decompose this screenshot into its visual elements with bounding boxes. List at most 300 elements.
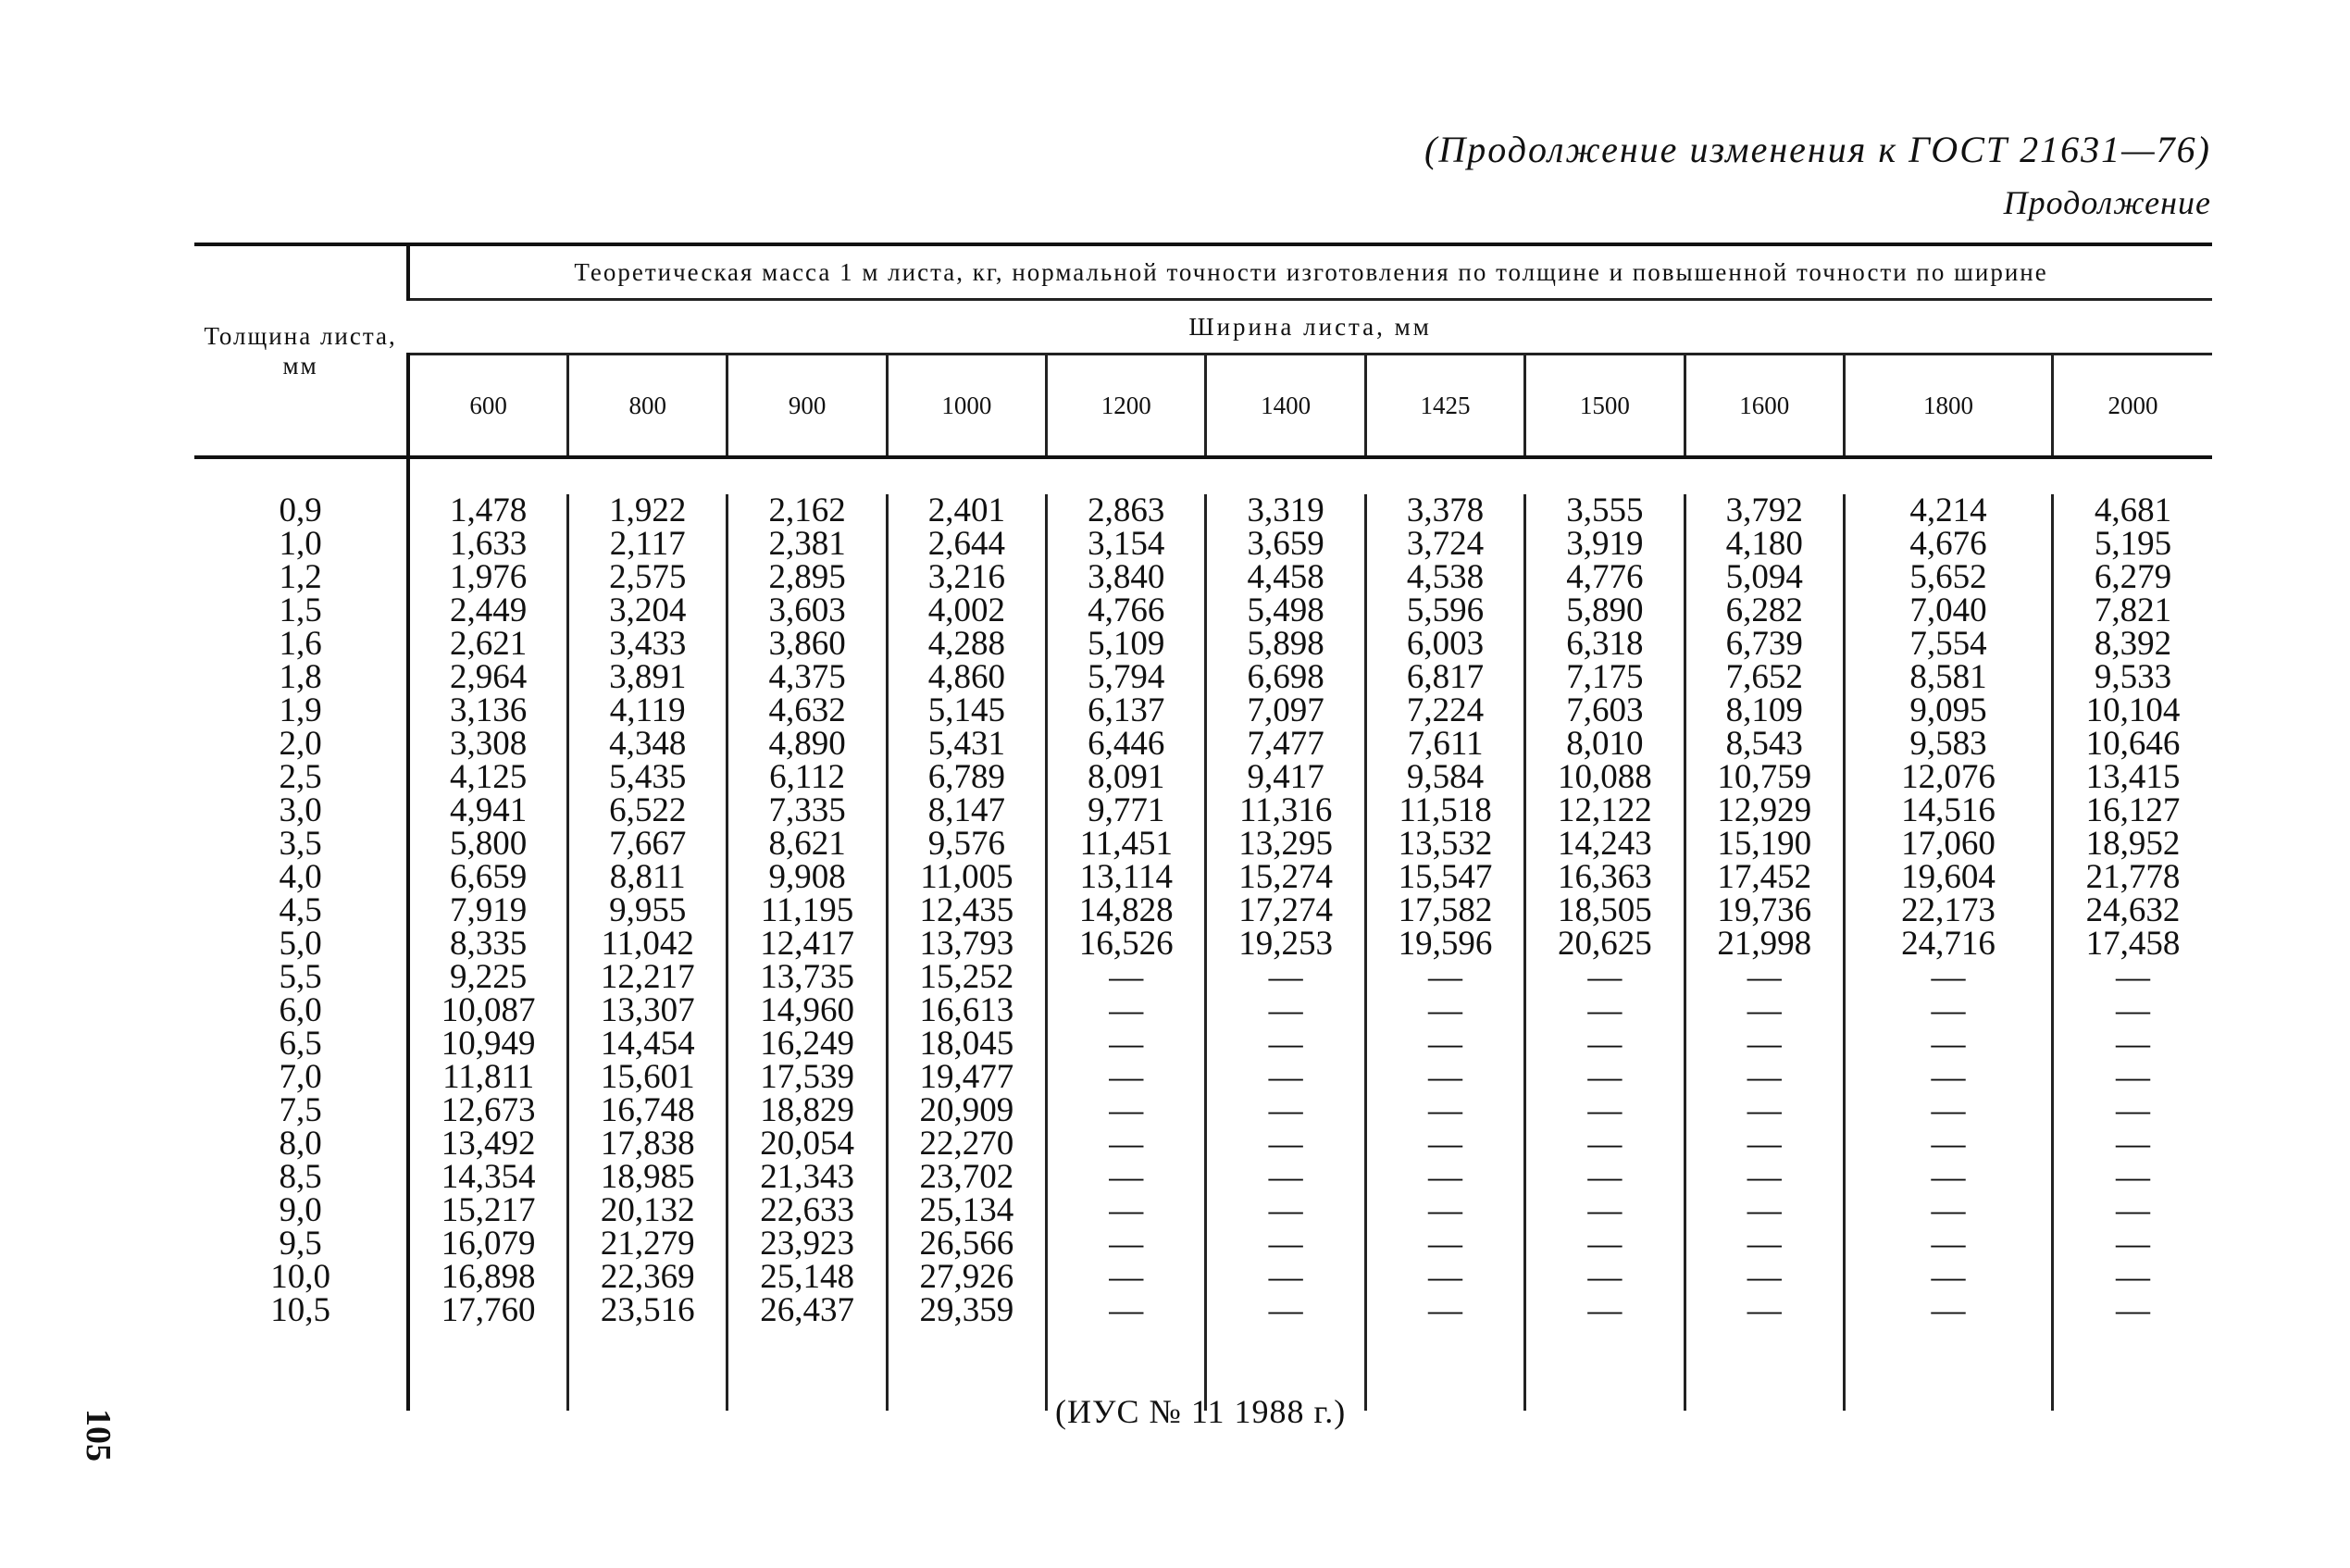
value-cell: 14,516 (1901, 791, 1996, 829)
value-cell: — (1109, 1058, 1144, 1096)
value-cell: 17,838 (600, 1125, 695, 1163)
value-cell: 9,584 (1406, 758, 1485, 796)
value-cell: — (1747, 1091, 1782, 1129)
width-header-10: 2000 (2053, 355, 2213, 458)
value-cell: 15,217 (441, 1191, 536, 1229)
value-cell: — (2116, 1191, 2150, 1229)
value-cell: — (1587, 1158, 1623, 1196)
value-cell: — (1268, 991, 1303, 1029)
value-cell: — (1268, 1225, 1303, 1263)
value-cell: 3,792 (1725, 492, 1803, 529)
thickness-cell: 4,5 (279, 891, 322, 929)
value-cell: 17,274 (1238, 891, 1334, 929)
value-cell: 9,583 (1909, 725, 1987, 763)
value-cell: — (1587, 1058, 1623, 1096)
value-cell: 3,308 (449, 725, 528, 763)
value-cell: 6,698 (1247, 658, 1324, 696)
value-cell: — (1587, 1091, 1623, 1129)
value-cell: 8,335 (449, 925, 528, 963)
value-cell: 19,477 (919, 1058, 1014, 1096)
value-cell: 19,604 (1901, 858, 1996, 896)
value-cell: — (1268, 1125, 1303, 1163)
value-cell: 6,522 (609, 791, 687, 829)
value-cell: 15,190 (1717, 825, 1812, 863)
value-cell: 4,776 (1566, 558, 1644, 596)
value-cell: 15,274 (1238, 858, 1334, 896)
value-cell: 8,621 (768, 825, 846, 863)
value-cell: 16,079 (441, 1225, 536, 1263)
value-cell: 7,175 (1566, 658, 1644, 696)
value-cell: 3,319 (1247, 492, 1324, 529)
value-cell: — (1931, 991, 1966, 1029)
value-cell: — (1428, 1258, 1462, 1296)
value-cell: 9,908 (768, 858, 846, 896)
value-cell: — (2116, 1258, 2150, 1296)
value-cell: — (2116, 1225, 2150, 1263)
value-cell: 13,793 (919, 925, 1014, 963)
value-cell: 4,766 (1088, 591, 1165, 629)
value-cell: 3,216 (927, 558, 1006, 596)
value-cell: 20,132 (600, 1191, 695, 1229)
value-cell: 27,926 (919, 1258, 1014, 1296)
value-cell: 3,724 (1406, 525, 1485, 563)
value-cell: 12,929 (1717, 791, 1812, 829)
value-cell: 25,134 (919, 1191, 1014, 1229)
width-header-2: 900 (727, 355, 887, 458)
value-cell: — (1428, 1291, 1462, 1329)
value-cell: 20,909 (919, 1091, 1014, 1129)
value-cell: 6,739 (1725, 625, 1803, 663)
value-cell: 23,702 (919, 1158, 1014, 1196)
value-cell: 21,998 (1717, 925, 1812, 963)
value-cell: 23,516 (600, 1291, 695, 1329)
value-cell: 22,369 (600, 1258, 695, 1296)
value-cell: 11,195 (760, 891, 854, 929)
value-cell: 10,759 (1717, 758, 1812, 796)
value-cell: 4,941 (449, 791, 528, 829)
value-cell: 24,716 (1901, 925, 1996, 963)
value-cell: 3,919 (1566, 525, 1644, 563)
value-cell: — (1109, 1158, 1144, 1196)
width-header: Ширина листа, мм (408, 300, 2212, 355)
value-cell: 21,778 (2085, 858, 2181, 896)
value-cell: 13,532 (1398, 825, 1493, 863)
value-cell: 2,863 (1088, 492, 1165, 529)
value-cell: 9,955 (609, 891, 687, 929)
value-column-1400 (1206, 494, 1365, 1327)
value-column-1600 (1685, 494, 1844, 1327)
value-cell: — (1587, 1125, 1623, 1163)
thickness-header: Толщина листа, мм (194, 244, 408, 457)
value-cell: 15,601 (600, 1058, 695, 1096)
value-cell: — (1268, 1058, 1303, 1096)
value-cell: 12,673 (441, 1091, 536, 1129)
value-cell: — (1931, 1291, 1966, 1329)
value-cell: — (2116, 1125, 2150, 1163)
value-cell: 10,646 (2085, 725, 2181, 763)
thickness-cell: 8,5 (279, 1158, 322, 1196)
value-cell: 16,898 (441, 1258, 536, 1296)
value-cell: 5,652 (1909, 558, 1987, 596)
value-cell: 12,122 (1557, 791, 1652, 829)
value-cell: — (1931, 1091, 1966, 1129)
value-cell: — (1428, 1125, 1462, 1163)
value-cell: 17,760 (441, 1291, 536, 1329)
value-cell: — (1428, 1058, 1462, 1096)
value-cell: 5,498 (1247, 591, 1324, 629)
value-cell: 17,452 (1717, 858, 1812, 896)
value-cell: 7,224 (1406, 691, 1485, 729)
document-title: (Продолжение изменения к ГОСТ 21631—76) (1424, 129, 2211, 170)
value-cell: — (2116, 1291, 2150, 1329)
value-cell: 16,363 (1557, 858, 1652, 896)
value-cell: 16,249 (760, 1025, 854, 1063)
value-cell: — (1428, 1225, 1462, 1263)
value-cell: 4,288 (927, 625, 1006, 663)
value-cell: 4,375 (768, 658, 846, 696)
value-cell: 16,748 (600, 1091, 695, 1129)
value-cell: 6,003 (1406, 625, 1485, 663)
value-cell: 20,054 (760, 1125, 854, 1163)
value-cell: 6,112 (769, 758, 846, 796)
value-cell: 11,451 (1079, 825, 1173, 863)
value-cell: 2,644 (927, 525, 1006, 563)
value-cell: 18,952 (2085, 825, 2181, 863)
value-cell: 18,985 (600, 1158, 695, 1196)
value-cell: 26,437 (760, 1291, 854, 1329)
thickness-cell: 9,0 (279, 1191, 322, 1229)
value-cell: 7,097 (1247, 691, 1324, 729)
value-cell: 7,040 (1909, 591, 1987, 629)
value-cell: — (1931, 1058, 1966, 1096)
value-cell: 14,960 (760, 991, 854, 1029)
value-cell: — (1747, 1191, 1782, 1229)
value-cell: — (1109, 1258, 1144, 1296)
value-cell: — (1268, 1258, 1303, 1296)
value-cell: — (1587, 1291, 1623, 1329)
thickness-cell: 8,0 (279, 1125, 322, 1163)
value-cell: — (1747, 1125, 1782, 1163)
value-cell: — (1268, 1191, 1303, 1229)
value-cell: 18,045 (919, 1025, 1014, 1063)
value-cell: — (1109, 1225, 1144, 1263)
value-cell: — (1109, 1125, 1144, 1163)
continuation-label: Продолжение (2003, 184, 2211, 221)
value-cell: 7,477 (1247, 725, 1324, 763)
value-cell: 6,817 (1406, 658, 1485, 696)
value-cell: 2,381 (768, 525, 846, 563)
value-cell: 3,603 (768, 591, 846, 629)
thickness-cell: 10,5 (270, 1291, 330, 1329)
value-cell: 6,137 (1088, 691, 1165, 729)
value-cell: 3,433 (609, 625, 687, 663)
value-cell: — (2116, 1025, 2150, 1063)
value-cell: 11,005 (920, 858, 1013, 896)
value-cell: — (1428, 1191, 1462, 1229)
value-cell: — (1109, 1091, 1144, 1129)
value-cell: 10,087 (441, 991, 536, 1029)
value-cell: 8,581 (1909, 658, 1987, 696)
value-cell: — (1428, 1091, 1462, 1129)
value-cell: 4,348 (609, 725, 687, 763)
value-cell: — (1747, 1158, 1782, 1196)
value-cell: 17,458 (2085, 925, 2181, 963)
value-cell: 15,547 (1398, 858, 1493, 896)
value-cell: 21,279 (600, 1225, 695, 1263)
value-cell: 17,539 (760, 1058, 854, 1096)
value-cell: 22,633 (760, 1191, 854, 1229)
value-cell: 5,145 (927, 691, 1006, 729)
thickness-cell: 1,5 (279, 591, 322, 629)
value-cell: 4,125 (449, 758, 528, 796)
value-cell: 19,596 (1398, 925, 1493, 963)
value-cell: 14,354 (441, 1158, 536, 1196)
value-cell: — (1587, 1225, 1623, 1263)
thickness-cell: 0,9 (279, 492, 322, 529)
value-cell: 2,449 (449, 591, 528, 629)
value-column-1200 (1047, 494, 1206, 1327)
value-cell: 2,621 (449, 625, 528, 663)
value-cell: 6,659 (449, 858, 528, 896)
value-cell: 6,318 (1566, 625, 1644, 663)
thickness-cell: 1,8 (279, 658, 322, 696)
value-cell: 3,840 (1088, 558, 1165, 596)
value-cell: — (1931, 1025, 1966, 1063)
value-cell: 4,676 (1909, 525, 1987, 563)
value-cell: — (1931, 1225, 1966, 1263)
value-cell: 20,625 (1557, 925, 1652, 963)
value-cell: — (1428, 1025, 1462, 1063)
thickness-cell: 5,5 (279, 958, 322, 996)
value-cell: — (1747, 1225, 1782, 1263)
value-cell: 2,964 (449, 658, 528, 696)
value-cell: 9,533 (2094, 658, 2172, 696)
value-cell: 16,526 (1078, 925, 1174, 963)
thickness-cell: 1,9 (279, 691, 322, 729)
value-cell: 4,681 (2094, 492, 2172, 529)
value-cell: — (1428, 991, 1462, 1029)
value-cell: 9,225 (449, 958, 528, 996)
value-column-900 (727, 494, 887, 1327)
value-cell: 2,162 (768, 492, 846, 529)
value-cell: 11,316 (1238, 791, 1333, 829)
value-cell: 18,505 (1557, 891, 1652, 929)
value-cell: 9,576 (927, 825, 1006, 863)
value-cell: 12,076 (1901, 758, 1996, 796)
value-cell: — (1747, 1025, 1782, 1063)
value-cell: 26,566 (919, 1225, 1014, 1263)
value-cell: 3,204 (609, 591, 687, 629)
value-cell: 13,114 (1079, 858, 1173, 896)
thickness-cell: 10,0 (270, 1258, 330, 1296)
value-cell: — (2116, 1091, 2150, 1129)
value-cell: 5,431 (927, 725, 1006, 763)
value-cell: 3,860 (768, 625, 846, 663)
value-cell: 6,279 (2094, 558, 2172, 596)
value-cell: 9,771 (1088, 791, 1165, 829)
value-cell: 8,091 (1088, 758, 1165, 796)
value-cell: 7,652 (1725, 658, 1803, 696)
value-cell: 4,890 (768, 725, 846, 763)
width-header-9: 1800 (1844, 355, 2052, 458)
value-cell: — (1587, 1258, 1623, 1296)
value-cell: — (1268, 1291, 1303, 1329)
thickness-cell: 2,0 (279, 725, 322, 763)
value-cell: — (1931, 1158, 1966, 1196)
value-cell: 17,582 (1398, 891, 1493, 929)
value-column-1800 (1844, 494, 2052, 1327)
value-cell: — (1109, 1291, 1144, 1329)
thickness-cell: 1,0 (279, 525, 322, 563)
mass-table (194, 243, 2212, 1411)
value-cell: — (2116, 1058, 2150, 1096)
value-cell: 4,180 (1725, 525, 1803, 563)
width-header-6: 1425 (1365, 355, 1524, 458)
value-cell: — (1428, 958, 1462, 996)
value-cell: 8,109 (1725, 691, 1803, 729)
value-cell: 5,794 (1088, 658, 1165, 696)
value-cell: 7,335 (768, 791, 846, 829)
value-cell: 4,458 (1247, 558, 1324, 596)
value-column-1000 (887, 494, 1046, 1327)
thickness-column (194, 494, 408, 1327)
width-header-1: 800 (568, 355, 727, 458)
value-cell: — (1931, 1191, 1966, 1229)
value-cell: 19,253 (1238, 925, 1334, 963)
value-cell: 11,042 (601, 925, 694, 963)
value-cell: 12,417 (760, 925, 854, 963)
value-cell: — (2116, 1158, 2150, 1196)
value-column-1500 (1525, 494, 1685, 1327)
value-column-1425 (1365, 494, 1524, 1327)
value-cell: 7,611 (1407, 725, 1484, 763)
value-cell: 5,109 (1088, 625, 1165, 663)
value-cell: 2,895 (768, 558, 846, 596)
issue-reference: (ИУС № 11 1988 г.) (1055, 1393, 1347, 1430)
value-cell: 6,789 (927, 758, 1006, 796)
value-cell: 19,736 (1717, 891, 1812, 929)
thickness-cell: 1,2 (279, 558, 322, 596)
thickness-cell: 7,5 (279, 1091, 322, 1129)
value-cell: 10,949 (441, 1025, 536, 1063)
value-cell: 29,359 (919, 1291, 1014, 1329)
value-cell: — (1109, 991, 1144, 1029)
value-column-800 (568, 494, 727, 1327)
value-cell: 5,890 (1566, 591, 1644, 629)
value-cell: — (1587, 1025, 1623, 1063)
value-cell: — (1747, 1258, 1782, 1296)
value-cell: 13,415 (2085, 758, 2181, 796)
value-cell: 5,435 (609, 758, 687, 796)
value-cell: — (1931, 1258, 1966, 1296)
value-cell: 5,800 (449, 825, 528, 863)
value-cell: — (2116, 991, 2150, 1029)
value-cell: 16,127 (2085, 791, 2181, 829)
value-cell: — (1268, 1158, 1303, 1196)
value-cell: — (1747, 1291, 1782, 1329)
thickness-cell: 4,0 (279, 858, 322, 896)
value-cell: 7,667 (609, 825, 687, 863)
value-cell: — (1931, 958, 1966, 996)
value-cell: 7,919 (449, 891, 528, 929)
value-cell: 1,976 (449, 558, 528, 596)
value-cell: 7,821 (2094, 591, 2172, 629)
value-cell: — (1747, 991, 1782, 1029)
value-cell: — (1109, 1191, 1144, 1229)
thickness-cell: 1,6 (279, 625, 322, 663)
value-cell: — (1587, 1191, 1623, 1229)
page-number: 105 (79, 1409, 118, 1462)
value-cell: 4,632 (768, 691, 846, 729)
value-cell: 5,898 (1247, 625, 1324, 663)
thickness-cell: 3,5 (279, 825, 322, 863)
value-cell: 8,392 (2094, 625, 2172, 663)
value-cell: 2,117 (609, 525, 686, 563)
value-cell: 2,575 (609, 558, 687, 596)
width-header-3: 1000 (887, 355, 1046, 458)
width-header-7: 1500 (1525, 355, 1685, 458)
value-cell: 3,555 (1566, 492, 1644, 529)
value-cell: — (1268, 958, 1303, 996)
value-cell: 5,596 (1406, 591, 1485, 629)
value-cell: 8,811 (609, 858, 686, 896)
value-column-2000 (2053, 494, 2213, 1327)
value-cell: 12,435 (919, 891, 1014, 929)
value-cell: 14,828 (1078, 891, 1174, 929)
value-cell: 14,454 (600, 1025, 695, 1063)
value-cell: 3,659 (1247, 525, 1324, 563)
value-cell: 25,148 (760, 1258, 854, 1296)
value-cell: 4,119 (609, 691, 686, 729)
value-cell: 12,217 (600, 958, 695, 996)
value-cell: 7,554 (1909, 625, 1987, 663)
group-header: Теоретическая масса 1 м листа, кг, нормальной точности изготовления по толщине и повышенной точности по ширине (408, 244, 2212, 300)
value-cell: 10,104 (2085, 691, 2181, 729)
value-cell: 8,147 (927, 791, 1006, 829)
value-cell: — (1587, 958, 1623, 996)
value-cell: 23,923 (760, 1225, 854, 1263)
value-cell: 7,603 (1566, 691, 1644, 729)
value-cell: — (2116, 958, 2150, 996)
value-cell: 11,518 (1399, 791, 1492, 829)
value-cell: 8,010 (1566, 725, 1644, 763)
thickness-cell: 3,0 (279, 791, 322, 829)
value-cell: 1,633 (449, 525, 528, 563)
value-cell: 13,735 (760, 958, 854, 996)
value-cell: 22,270 (919, 1125, 1014, 1163)
thickness-cell: 6,0 (279, 991, 322, 1029)
value-cell: 13,295 (1238, 825, 1334, 863)
value-cell: 5,195 (2094, 525, 2172, 563)
width-header-5: 1400 (1206, 355, 1365, 458)
value-cell: 1,478 (449, 492, 528, 529)
width-header-4: 1200 (1047, 355, 1206, 458)
value-cell: 14,243 (1557, 825, 1652, 863)
value-cell: 8,543 (1725, 725, 1803, 763)
thickness-cell: 9,5 (279, 1225, 322, 1263)
value-cell: — (1109, 958, 1144, 996)
value-cell: 22,173 (1901, 891, 1996, 929)
value-cell: 5,094 (1725, 558, 1803, 596)
thickness-cell: 6,5 (279, 1025, 322, 1063)
value-cell: 11,811 (442, 1058, 535, 1096)
width-header-0: 600 (408, 355, 567, 458)
value-cell: 3,154 (1088, 525, 1165, 563)
value-cell: 9,417 (1247, 758, 1324, 796)
value-cell: 16,613 (919, 991, 1014, 1029)
thickness-cell: 2,5 (279, 758, 322, 796)
value-cell: 3,378 (1406, 492, 1485, 529)
